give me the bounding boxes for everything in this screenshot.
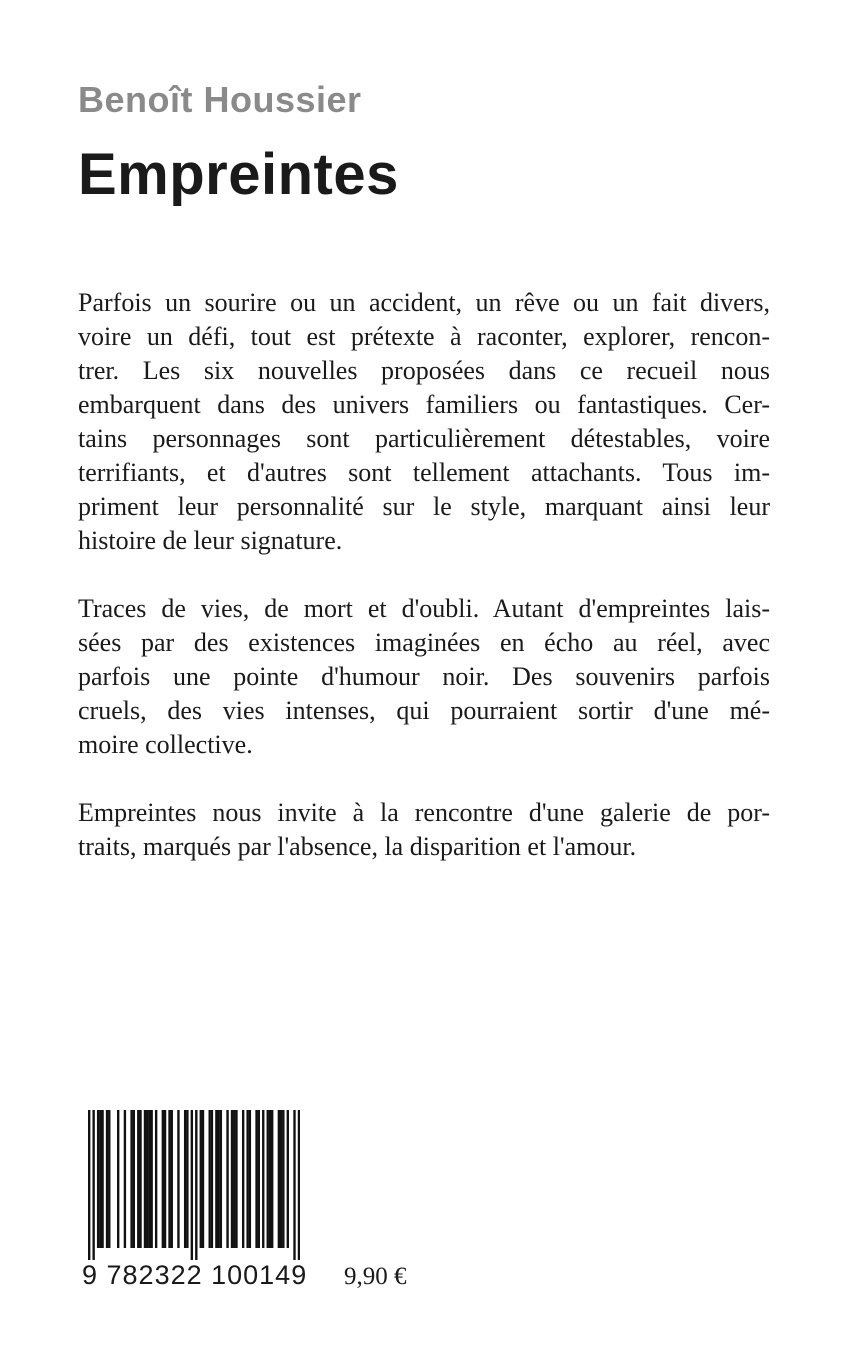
- barcode-bar: [155, 1110, 157, 1248]
- barcode-bar: [184, 1110, 186, 1248]
- blurb-line: Parfois un sourire ou un accident, un rêve ou un fait divers,: [78, 288, 770, 317]
- barcode-bar: [150, 1110, 152, 1248]
- barcode-bar: [148, 1110, 150, 1248]
- barcode-bar: [280, 1110, 282, 1248]
- author-name: Benoît Houssier: [78, 79, 362, 120]
- barcode-bar: [293, 1110, 295, 1260]
- barcode-bar: [191, 1110, 193, 1260]
- barcode-bar: [211, 1110, 213, 1248]
- blurb-line: embarquent dans des univers familiers ou fantastiques. Cer-: [78, 390, 770, 419]
- price-label: 9,90 €: [344, 1263, 407, 1290]
- barcode-bar: [130, 1110, 132, 1248]
- barcode-bar: [267, 1110, 269, 1248]
- back-cover-blurb: [78, 286, 770, 898]
- blurb-paragraph: [78, 592, 770, 762]
- barcode-bar: [202, 1110, 204, 1248]
- barcode-bar: [200, 1110, 202, 1248]
- barcode-bar: [246, 1110, 248, 1248]
- barcode-bar: [262, 1110, 264, 1248]
- barcode-bar: [235, 1110, 237, 1248]
- barcode-bar: [269, 1110, 271, 1248]
- barcode-bar: [101, 1110, 103, 1248]
- barcode-bar: [144, 1110, 146, 1248]
- barcode-bar: [186, 1110, 188, 1248]
- barcode-bar: [177, 1110, 179, 1248]
- barcode-bar: [233, 1110, 235, 1248]
- blurb-line: Empreintes nous invite à la rencontre d'une galerie de por-: [78, 798, 770, 827]
- blurb-line: moire collective.: [78, 730, 253, 759]
- barcode-bar: [162, 1110, 164, 1248]
- barcode-bar: [108, 1110, 110, 1248]
- barcode-bar: [92, 1110, 94, 1260]
- blurb-line: traits, marqués par l'absence, la disparition et l'amour.: [78, 832, 637, 861]
- barcode-bar: [249, 1110, 251, 1248]
- barcode-bar: [217, 1110, 219, 1248]
- barcode-bar: [99, 1110, 101, 1248]
- barcode-bar: [168, 1110, 170, 1248]
- blurb-line: tains personnages sont particulièrement détestables, voire: [78, 424, 770, 453]
- barcode-bar: [133, 1110, 135, 1248]
- blurb-line: priment leur personnalité sur le style, marquant ainsi leur: [78, 492, 770, 521]
- blurb-line: terrifiants, et d'autres sont tellement attachants. Tous im-: [78, 458, 770, 487]
- blurb-line: parfois une pointe d'humour noir. Des souvenirs parfois: [78, 662, 770, 691]
- blurb-line: Traces de vies, de mort et d'oubli. Autant d'empreintes lais-: [78, 594, 770, 623]
- barcode-bar: [137, 1110, 139, 1248]
- barcode-bar: [139, 1110, 141, 1248]
- blurb-line: voire un défi, tout est prétexte à raconter, explorer, rencon-: [78, 322, 770, 351]
- blurb-line: trer. Les six nouvelles proposées dans ce recueil nous: [78, 356, 770, 385]
- barcode-bar: [271, 1110, 273, 1248]
- isbn-number: 9 782322 100149: [82, 1260, 308, 1290]
- barcode-bar: [97, 1110, 99, 1248]
- barcode-bar: [195, 1110, 197, 1260]
- blurb-paragraph: [78, 796, 770, 864]
- barcode-bar: [164, 1110, 166, 1248]
- barcode-bar: [255, 1110, 257, 1248]
- barcode-bar: [282, 1110, 284, 1248]
- barcode-bar: [124, 1110, 126, 1248]
- barcode-bars: [88, 1110, 300, 1260]
- blurb-paragraph: [78, 286, 770, 558]
- barcode-bar: [171, 1110, 173, 1248]
- barcode-bar: [106, 1110, 108, 1248]
- barcode-bar: [242, 1110, 244, 1248]
- barcode-bar: [117, 1110, 119, 1248]
- barcode-bar: [209, 1110, 211, 1248]
- blurb-line: cruels, des vies intenses, qui pourraient sortir d'une mé-: [78, 696, 770, 725]
- barcode-bar: [220, 1110, 222, 1248]
- blurb-line: sées par des existences imaginées en écho au réel, avec: [78, 628, 770, 657]
- barcode-bar: [298, 1110, 300, 1260]
- barcode-bar: [278, 1110, 280, 1248]
- barcode-bar: [226, 1110, 228, 1248]
- barcode-bar: [215, 1110, 217, 1248]
- barcode-bar: [146, 1110, 148, 1248]
- barcode-bar: [231, 1110, 233, 1248]
- barcode-bar: [258, 1110, 260, 1248]
- barcode-bar: [287, 1110, 289, 1248]
- book-title: Empreintes: [78, 142, 399, 207]
- isbn-barcode: [82, 1110, 308, 1300]
- blurb-line: histoire de leur signature.: [78, 526, 343, 555]
- barcode-bar: [88, 1110, 90, 1260]
